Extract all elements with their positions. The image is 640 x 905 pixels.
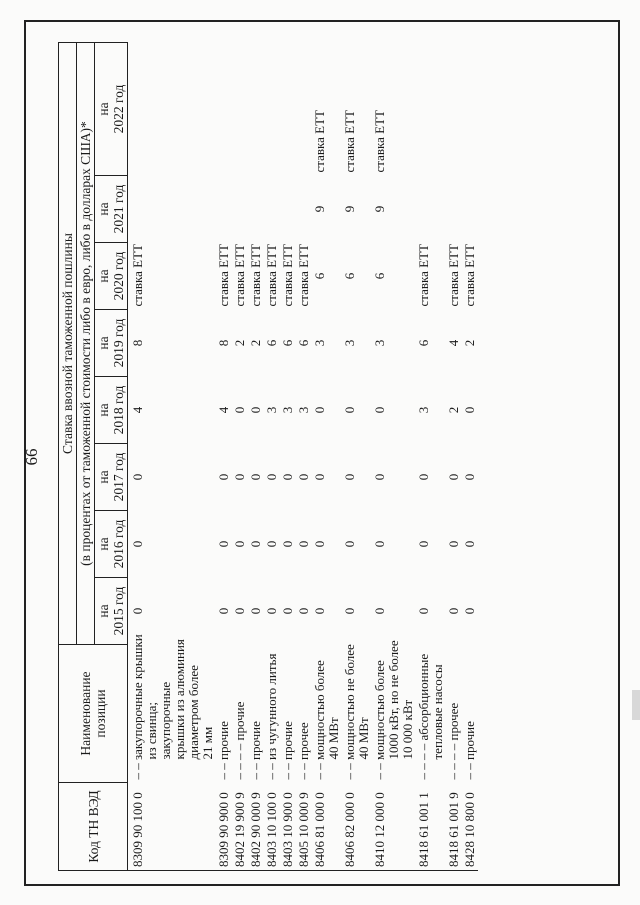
row-name-line: – – мощностью более (312, 660, 327, 780)
rate-2022 (128, 43, 217, 176)
row-name-line: 40 МВт (356, 717, 371, 760)
header-duty-line1: Ставка ввозной таможенной пошлины (60, 233, 75, 454)
table-row (372, 43, 416, 871)
header-year: на 2019 год (95, 310, 128, 377)
row-name-line: – – прочие (280, 721, 295, 780)
rate-2019: 3 (312, 339, 327, 347)
rate-2016: 0 (342, 540, 357, 548)
rate-2020: ставка ЕТТ (248, 244, 263, 307)
rate-2019: 8 (130, 339, 145, 347)
row-name-line: – – прочие (462, 721, 477, 780)
rate-2021 (128, 176, 217, 243)
row-name-line: закупорочные (158, 681, 173, 760)
rate-2021: 9 (372, 205, 387, 213)
rate-2021 (296, 176, 312, 243)
row-name (416, 645, 446, 783)
rate-2015: 0 (264, 607, 279, 615)
rate-2022 (280, 43, 296, 176)
rate-2016: 0 (248, 540, 263, 548)
rate-2020: ставка ЕТТ (130, 244, 145, 307)
row-name-line: – – закупорочные крышки (130, 634, 145, 780)
row-name (446, 645, 462, 783)
rate-2019: 2 (232, 339, 247, 347)
rate-2021: 9 (312, 205, 327, 213)
rate-2018: 0 (248, 406, 263, 414)
rate-2017: 0 (462, 473, 477, 481)
rate-2018: 0 (342, 406, 357, 414)
rate-2021 (264, 176, 280, 243)
header-year: на 2015 год (95, 578, 128, 645)
row-name-line: – – прочие (248, 721, 263, 780)
rate-2018: 4 (130, 406, 145, 414)
row-name (248, 645, 264, 783)
rate-2017: 0 (130, 473, 145, 481)
rate-2017: 0 (216, 473, 231, 481)
header-year: на 2017 год (95, 444, 128, 511)
rate-2022 (446, 43, 462, 176)
header-duty-subtitle (77, 43, 95, 645)
rate-2015: 0 (342, 607, 357, 615)
rate-2019: 3 (342, 339, 357, 347)
rate-2016: 0 (232, 540, 247, 548)
rate-2021: 9 (342, 205, 357, 213)
row-name-line: 1000 кВт, но не более (386, 640, 401, 760)
rate-2019: 4 (446, 339, 461, 347)
rate-2016: 0 (462, 540, 477, 548)
rate-2018: 0 (312, 406, 327, 414)
row-code: 8403 10 900 0 (280, 783, 296, 871)
rate-2019: 6 (296, 339, 311, 347)
rate-2017: 0 (248, 473, 263, 481)
rate-2017: 0 (312, 473, 327, 481)
row-name (342, 645, 372, 783)
rate-2017: 0 (296, 473, 311, 481)
rate-2015: 0 (296, 607, 311, 615)
rate-2018: 3 (264, 406, 279, 414)
table-row (446, 43, 462, 871)
rate-2017: 0 (280, 473, 295, 481)
row-code: 8418 61 001 1 (416, 783, 446, 871)
table-row (264, 43, 280, 871)
row-name-line: из свинца; (144, 701, 159, 760)
rate-2020: 6 (342, 272, 357, 280)
rate-2017: 0 (264, 473, 279, 481)
row-name (462, 645, 478, 783)
table-header (59, 43, 128, 871)
rate-2018: 3 (296, 406, 311, 414)
row-code: 8309 90 100 0 (128, 783, 217, 871)
rate-2018: 0 (462, 406, 477, 414)
rate-2020: ставка ЕТТ (280, 244, 295, 307)
scan-edge-mark (632, 690, 640, 720)
rate-2018: 3 (416, 406, 431, 414)
row-code: 8402 19 900 9 (232, 783, 248, 871)
rate-2015: 0 (280, 607, 295, 615)
rate-2015: 0 (312, 607, 327, 615)
table-row (232, 43, 248, 871)
rate-2015: 0 (248, 607, 263, 615)
row-name (128, 634, 217, 783)
rate-2022: ставка ЕТТ (342, 110, 357, 173)
rate-2021 (232, 176, 248, 243)
row-name (312, 645, 342, 783)
rate-2016: 0 (296, 540, 311, 548)
table-row (296, 43, 312, 871)
rate-2016: 0 (280, 540, 295, 548)
row-code: 8402 90 000 9 (248, 783, 264, 871)
table-row (416, 43, 446, 871)
rate-2019: 3 (372, 339, 387, 347)
rate-2020: 6 (372, 272, 387, 280)
rate-2022: ставка ЕТТ (372, 110, 387, 173)
rate-2020: ставка ЕТТ (264, 244, 279, 307)
table-row (312, 43, 342, 871)
rate-2021 (462, 176, 478, 243)
table-row (342, 43, 372, 871)
rate-2022 (296, 43, 312, 176)
row-code: 8406 82 000 0 (342, 783, 372, 871)
rate-2022 (462, 43, 478, 176)
rate-2022 (232, 43, 248, 176)
rate-2016: 0 (446, 540, 461, 548)
row-name (216, 645, 232, 783)
rate-2015: 0 (232, 607, 247, 615)
rate-2020: ставка ЕТТ (462, 244, 477, 307)
row-code: 8403 10 100 0 (264, 783, 280, 871)
rate-2020: ставка ЕТТ (296, 244, 311, 307)
header-year: на 2016 год (95, 511, 128, 578)
rate-2015: 0 (416, 607, 431, 615)
row-name-line: 10 000 кВт (400, 699, 415, 760)
rate-2017: 0 (446, 473, 461, 481)
row-code: 8410 12 000 0 (372, 783, 416, 871)
rate-2020: ставка ЕТТ (446, 244, 461, 307)
rate-2019: 2 (462, 339, 477, 347)
row-name-line: диаметром более (186, 665, 201, 760)
rate-2021 (280, 176, 296, 243)
table-row (280, 43, 296, 871)
rate-2019: 6 (280, 339, 295, 347)
rate-2015: 0 (216, 607, 231, 615)
row-name (296, 645, 312, 783)
table-row (462, 43, 478, 871)
rate-2015: 0 (372, 607, 387, 615)
rotated-content (18, 43, 558, 871)
row-name-line: – – из чугунного литья (264, 653, 279, 780)
header-year: на 2021 год (95, 176, 128, 243)
rate-2021 (416, 176, 446, 243)
rate-2022: ставка ЕТТ (312, 110, 327, 173)
rate-2018: 3 (280, 406, 295, 414)
rate-2016: 0 (312, 540, 327, 548)
rate-2017: 0 (342, 473, 357, 481)
row-name-line: – – прочие (216, 721, 231, 780)
rate-2018: 0 (372, 406, 387, 414)
rate-2021 (446, 176, 462, 243)
rate-2018: 0 (232, 406, 247, 414)
header-code: Код ТН ВЭД (59, 783, 128, 871)
rate-2015: 0 (446, 607, 461, 615)
rate-2017: 0 (372, 473, 387, 481)
rate-2016: 0 (372, 540, 387, 548)
row-name-line: 40 МВт (326, 717, 341, 760)
rate-2017: 0 (232, 473, 247, 481)
row-name (372, 640, 416, 783)
rate-2019: 8 (216, 339, 231, 347)
rate-2016: 0 (130, 540, 145, 548)
rate-2016: 0 (216, 540, 231, 548)
row-name-line: тепловые насосы (430, 664, 445, 760)
rate-2016: 0 (264, 540, 279, 548)
table-row (128, 43, 217, 871)
header-duty-line2: (в процентах от таможенной стоимости либо в евро, либо в долларах США)* (78, 121, 93, 566)
row-name (232, 645, 248, 783)
rate-2022 (264, 43, 280, 176)
row-code: 8418 61 001 9 (446, 783, 462, 871)
row-name-line: – – мощностью не более (342, 644, 357, 780)
page-number: 66 (22, 448, 41, 466)
table-row (248, 43, 264, 871)
rate-2019: 6 (264, 339, 279, 347)
row-name-line: – – – – прочие (232, 701, 247, 780)
rate-2018: 4 (216, 406, 231, 414)
rate-2016: 0 (416, 540, 431, 548)
rate-2019: 6 (416, 339, 431, 347)
rate-2019: 2 (248, 339, 263, 347)
row-name-line: 21 мм (200, 726, 215, 760)
rate-2015: 0 (130, 607, 145, 615)
row-name-line: – – мощностью более (372, 660, 387, 780)
header-duty-title (59, 43, 77, 645)
row-name (264, 645, 280, 783)
row-name-line: – – прочее (296, 722, 311, 780)
table-body (128, 43, 479, 871)
header-year: на 2018 год (95, 377, 128, 444)
row-code: 8309 90 900 0 (216, 783, 232, 871)
header-year: на 2022 год (95, 43, 128, 176)
row-code: 8405 10 000 9 (296, 783, 312, 871)
rate-2015: 0 (462, 607, 477, 615)
rate-2022 (248, 43, 264, 176)
rate-2020: ставка ЕТТ (416, 244, 431, 307)
header-name: Наименование позиции (59, 645, 128, 783)
header-year: на 2020 год (95, 243, 128, 310)
rate-2020: 6 (312, 272, 327, 280)
row-code: 8406 81 000 0 (312, 783, 342, 871)
rate-2022 (216, 43, 232, 176)
row-name-line: крышки из алюминия (172, 639, 187, 760)
rate-2020: ставка ЕТТ (216, 244, 231, 307)
rate-2020: ставка ЕТТ (232, 244, 247, 307)
rate-2022 (416, 43, 446, 176)
rate-2017: 0 (416, 473, 431, 481)
row-name (280, 645, 296, 783)
tariff-table (58, 42, 478, 871)
row-name-line: – – – – прочее (446, 702, 461, 780)
rate-2021 (216, 176, 232, 243)
row-code: 8428 10 800 0 (462, 783, 478, 871)
row-name-line: – – – – абсорбционные (416, 653, 431, 780)
rate-2018: 2 (446, 406, 461, 414)
table-row (216, 43, 232, 871)
rate-2021 (248, 176, 264, 243)
